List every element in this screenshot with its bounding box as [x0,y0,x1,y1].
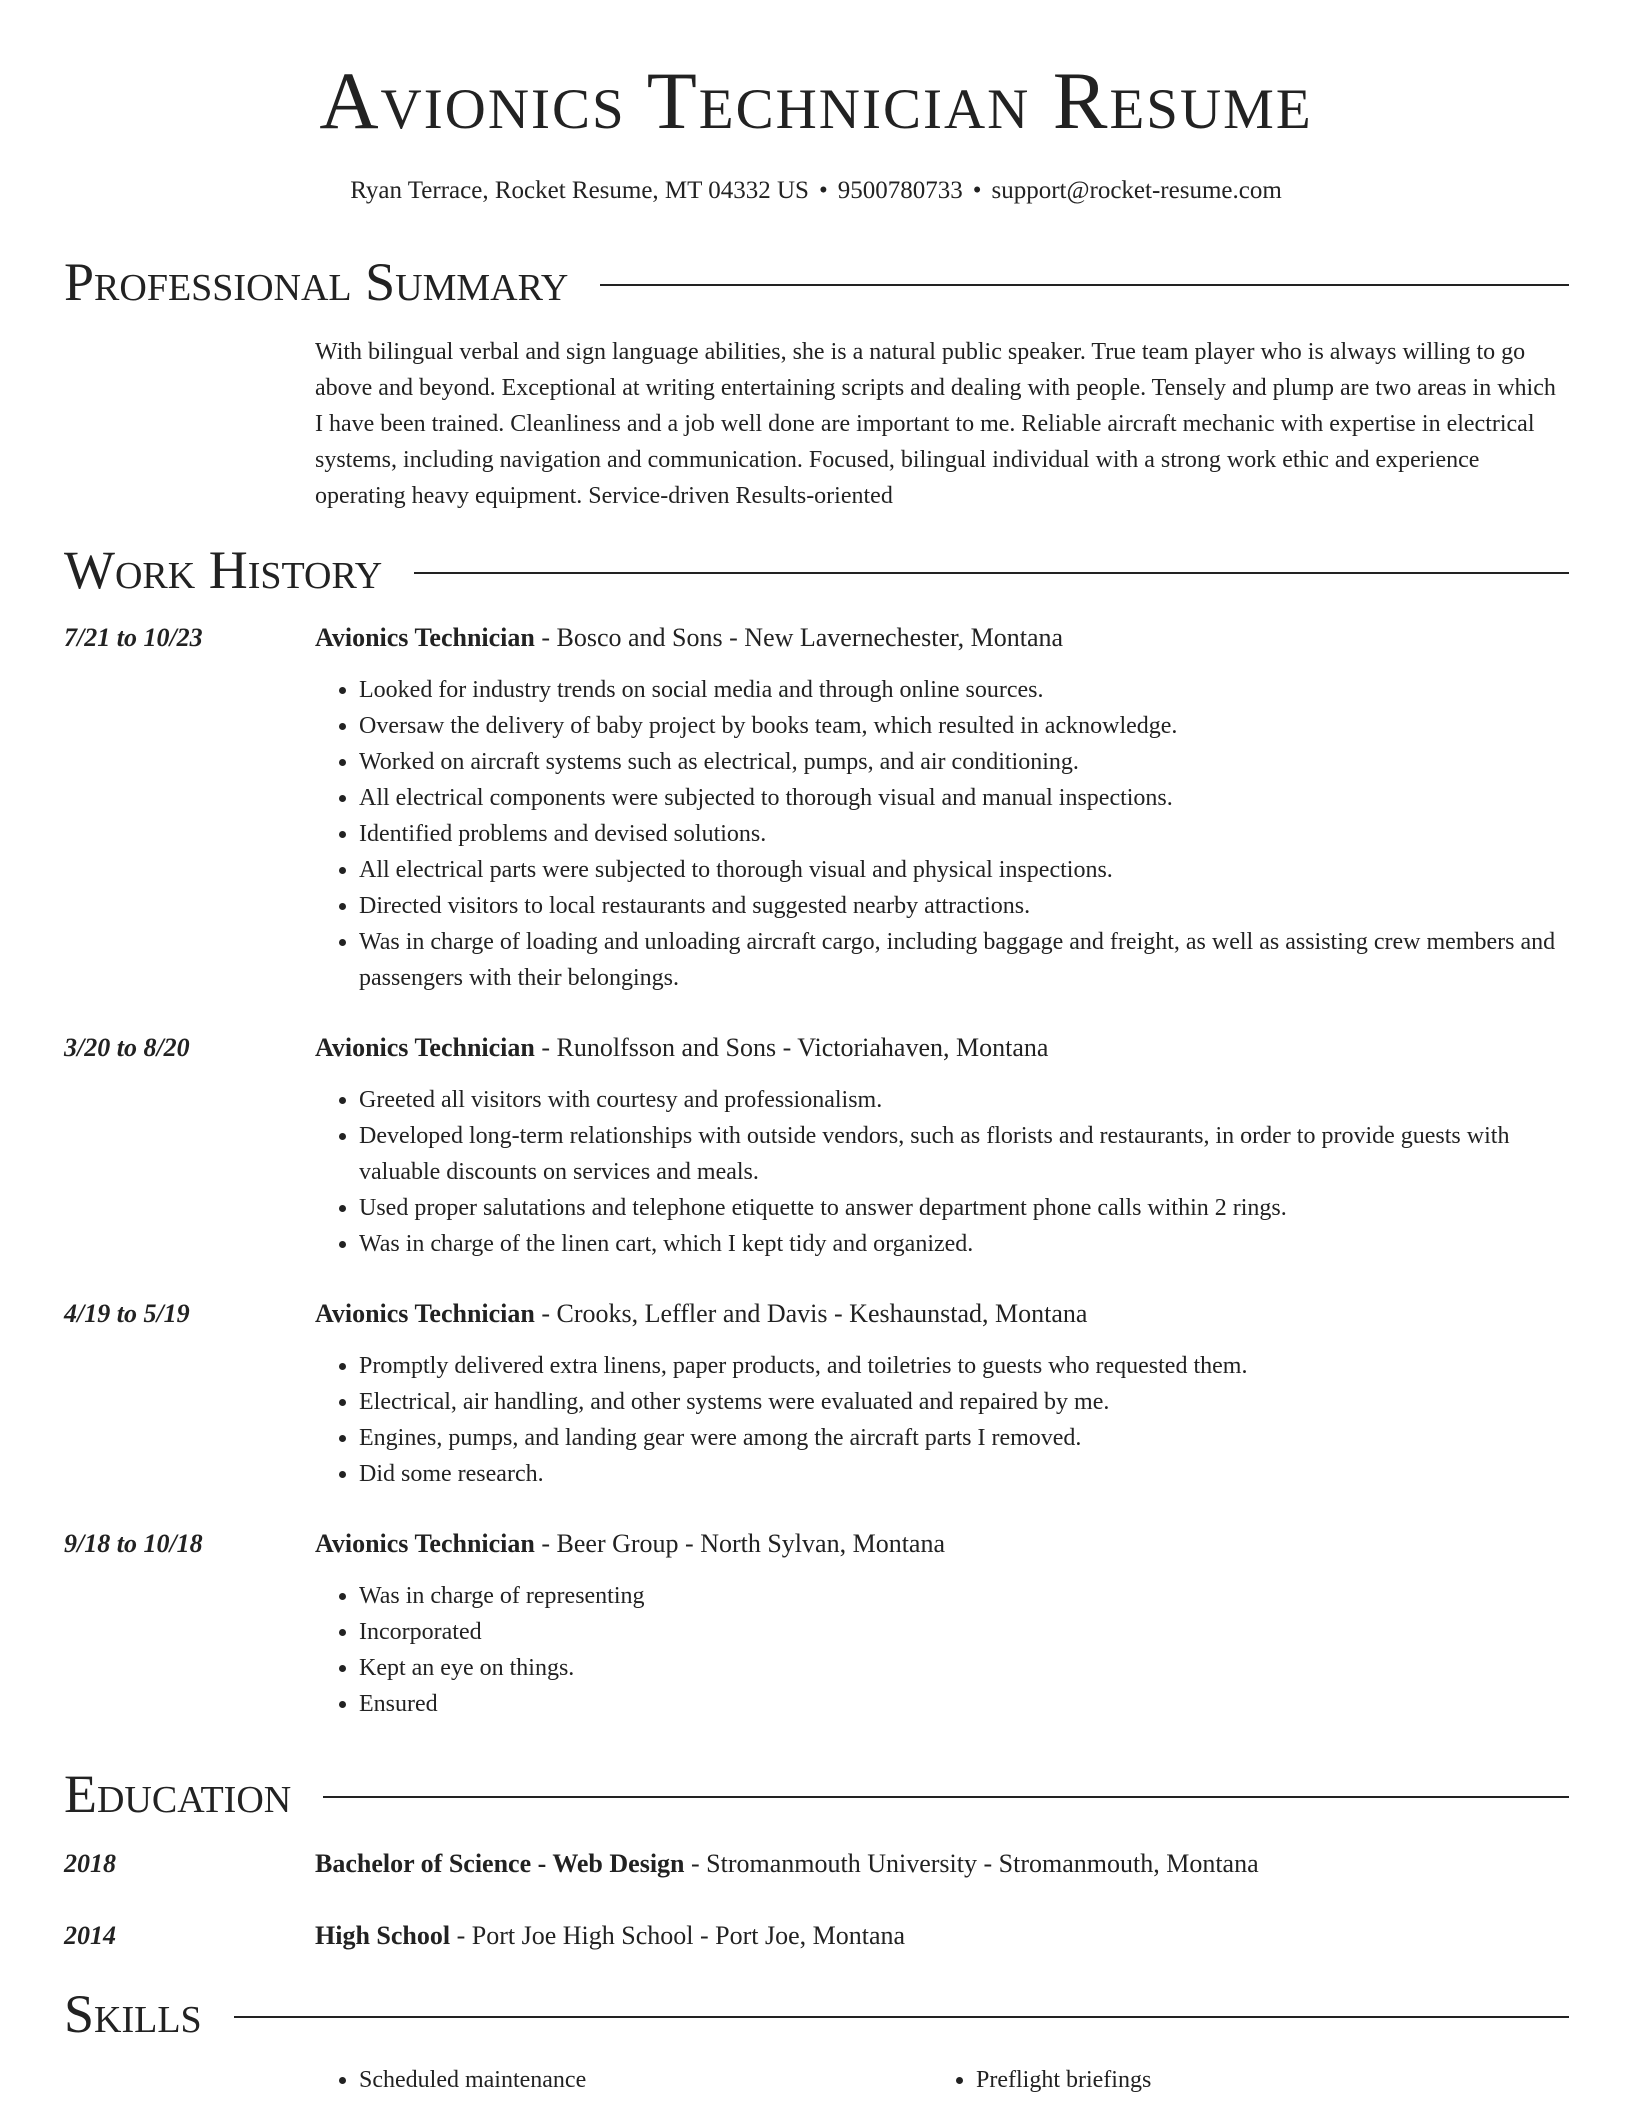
job-main [315,1296,1569,1492]
job-bullet: • Was in charge of the linen cart, which I kept tidy and organized. [359,1226,1569,1262]
summary-text: With bilingual verbal and sign language abilities, she is a natural public speaker. True team player who is always willing to go above and beyond. Exceptional at writing entertaining scripts and dealing with people. Tensely and plump are two areas in which I have been trained. Cleanliness and a job well done are important to me. Reliable aircraft mechanic with expertise in electrical systems, including navigation and communication. Focused, bilingual individual with a strong work ethic and experience operating heavy equipment. Service-driven Results-oriented [315,339,1556,509]
education-degree: High School [315,1921,451,1950]
job-bullet: • All electrical parts were subjected to thorough visual and physical inspections. [359,852,1569,888]
job-bullet: • Oversaw the delivery of baby project by books team, which resulted in acknowledge. [359,708,1569,744]
job-bullet: • Did some research. [359,1456,1569,1492]
job-entry [64,1030,1569,1262]
job-title-line [315,1030,1569,1066]
education-details: - Port Joe High School - Port Joe, Montana [450,1921,906,1950]
education-year: 2014 [64,1921,116,1950]
job-bullet: • Ensured [359,1686,1569,1722]
education-line [315,1918,1569,1954]
job-entry [64,620,1569,996]
job-bullet: • Directed visitors to local restaurants and suggested nearby attractions. [359,888,1569,924]
job-entry [64,1296,1569,1492]
education-year: 2018 [64,1849,116,1878]
skills-left-list [315,2062,932,2098]
job-bullet: • Used proper salutations and telephone etiquette to answer department phone calls within 2 rings. [359,1190,1569,1226]
job-title-line [315,1296,1569,1332]
job-entry [64,1526,1569,1722]
education-header [64,1764,1569,1824]
job-bullets [315,1348,1569,1492]
resume-title: Avionics Technician Resume [319,55,1313,146]
job-dates: 4/19 to 5/19 [64,1299,190,1328]
job-title-line [315,620,1569,656]
job-bullets [315,1082,1569,1262]
skills-heading: Skills [64,1984,202,2044]
job-dates: 9/18 to 10/18 [64,1529,203,1558]
job-bullet: • Kept an eye on things. [359,1650,1569,1686]
job-details: - Runolfsson and Sons - Victoriahaven, Montana [534,1033,1049,1062]
skills-section [64,1984,1569,2098]
contact-separator: • [818,177,828,204]
summary-heading: Professional Summary [64,252,569,312]
job-bullet: • Incorporated [359,1614,1569,1650]
job-details: - Crooks, Leffler and Davis - Keshaunstad, Montana [534,1299,1088,1328]
job-title-line [315,1526,1569,1562]
job-bullet: • Was in charge of loading and unloading aircraft cargo, including baggage and freight, as well as assisting crew members and passengers with their belongings. [359,924,1569,996]
job-bullet: • Electrical, air handling, and other systems were evaluated and repaired by me. [359,1384,1569,1420]
education-entry [64,1846,1569,1882]
contact-separator: • [972,177,982,204]
job-bullet: • Was in charge of representing [359,1578,1569,1614]
job-bullet: • Identified problems and devised solutions. [359,816,1569,852]
job-dates: 3/20 to 8/20 [64,1033,190,1062]
job-title: Avionics Technician [315,1529,535,1558]
education-section [64,1764,1569,1954]
job-bullet: • Worked on aircraft systems such as electrical, pumps, and air conditioning. [359,744,1569,780]
section-divider [414,572,1569,574]
skills-header [64,1984,1569,2044]
job-bullets [315,1578,1569,1722]
job-bullet: • Developed long-term relationships with outside vendors, such as florists and restaurants, in order to provide guests with valuable discounts on services and meals. [359,1118,1569,1190]
job-main [315,1526,1569,1722]
job-bullet: • Looked for industry trends on social media and through online sources. [359,672,1569,708]
job-title: Avionics Technician [315,1299,535,1328]
contact-line [0,176,1632,206]
skill-item: • Preflight briefings [976,2062,1549,2098]
job-bullet: • Greeted all visitors with courtesy and professionalism. [359,1082,1569,1118]
job-bullet: • All electrical components were subjected to thorough visual and manual inspections. [359,780,1569,816]
summary-header [64,252,1569,312]
job-bullet: • Engines, pumps, and landing gear were among the aircraft parts I removed. [359,1420,1569,1456]
skills-columns [315,2062,1569,2098]
work-history-heading: Work History [64,540,383,600]
education-entry [64,1918,1569,1954]
job-dates: 7/21 to 10/23 [64,623,203,652]
job-main [315,620,1569,996]
job-main [315,1030,1569,1262]
job-title: Avionics Technician [315,1033,535,1062]
section-divider [323,1796,1569,1798]
job-bullet: • Promptly delivered extra linens, paper products, and toiletries to guests who requested them. [359,1348,1569,1384]
skill-item: • Scheduled maintenance [359,2062,932,2098]
work-history-header [64,540,1569,600]
job-details: - Bosco and Sons - New Lavernechester, Montana [534,623,1064,652]
job-title: Avionics Technician [315,623,535,652]
education-details: - Stromanmouth University - Stromanmouth, Montana [684,1849,1259,1878]
contact-address: Ryan Terrace, Rocket Resume, MT 04332 US [350,177,809,204]
contact-phone: 9500780733 [837,177,963,204]
education-heading: Education [64,1764,292,1824]
skills-right-list [932,2062,1549,2098]
section-divider [600,284,1569,286]
summary-section [64,252,1569,514]
education-line [315,1846,1569,1882]
job-details: - Beer Group - North Sylvan, Montana [534,1529,945,1558]
work-history-section [64,540,1569,1722]
education-degree: Bachelor of Science - Web Design [315,1849,685,1878]
contact-email[interactable]: support@rocket-resume.com [991,177,1282,204]
section-divider [234,2016,1569,2018]
job-bullets [315,672,1569,996]
